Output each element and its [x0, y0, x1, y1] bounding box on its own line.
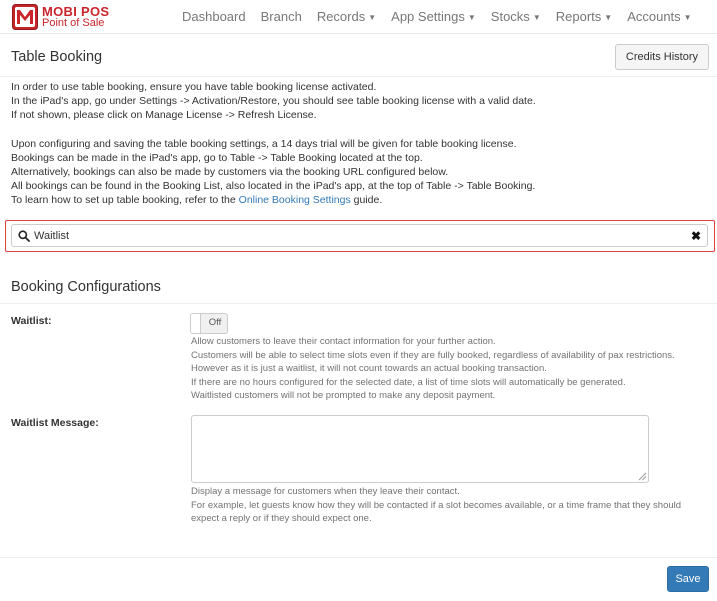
- mobi-pos-logo-icon[interactable]: [12, 4, 38, 30]
- waitlist-message-label: Waitlist Message:: [11, 417, 99, 429]
- divider: [0, 303, 717, 304]
- caret-down-icon: ▼: [368, 13, 377, 22]
- divider: [0, 76, 717, 77]
- toggle-state-label: Off: [208, 317, 222, 328]
- resize-grip-icon[interactable]: [638, 472, 647, 481]
- nav-records[interactable]: Records ▼: [316, 9, 377, 24]
- clear-icon[interactable]: ✖: [690, 229, 701, 243]
- nav-reports[interactable]: Reports ▼: [555, 9, 613, 24]
- search-input[interactable]: [34, 227, 674, 244]
- online-booking-settings-link[interactable]: Online Booking Settings: [238, 194, 351, 207]
- waitlist-message-help: [191, 485, 681, 526]
- search-highlight-frame: [5, 220, 715, 252]
- info-line: All bookings can be found in the Booking List, also located in the iPad's app, at the top of Table -> Table Booking.: [11, 180, 536, 193]
- info-line: Bookings can be made in the iPad's app, go to Table -> Table Booking located at the top.: [11, 151, 423, 164]
- help-line: Customers will be able to select time slots even if they are fully booked, regardless of availability of pax restrictions.: [191, 349, 675, 361]
- info-line: In order to use table booking, ensure you have table booking license activated.: [11, 81, 377, 93]
- info-line: In the iPad's app, go under Settings -> Activation/Restore, you should see table booking license with a valid date.: [11, 95, 536, 108]
- caret-down-icon: ▼: [467, 13, 476, 22]
- nav-accounts[interactable]: Accounts ▼: [627, 9, 692, 24]
- toggle-knob: [191, 314, 201, 333]
- top-navbar: [0, 0, 717, 34]
- waitlist-help: [191, 335, 675, 403]
- search-box: [11, 224, 708, 247]
- page-title: Table Booking: [11, 49, 103, 65]
- info-line: If not shown, please click on Manage License -> Refresh License.: [11, 109, 317, 122]
- help-line: However as it is just a waitlist, it will not count towards an actual booking transaction.: [191, 363, 547, 375]
- waitlist-message-textarea[interactable]: [191, 415, 649, 483]
- save-button[interactable]: Save: [667, 566, 709, 592]
- caret-down-icon: ▼: [532, 13, 541, 22]
- nav-branch[interactable]: Branch: [260, 9, 302, 24]
- section-title: Booking Configurations: [11, 279, 161, 295]
- help-line: If there are no hours configured for the selected date, a list of time slots will automatically be generated.: [191, 376, 626, 388]
- info-line: Alternatively, bookings can also be made by customers via the booking URL configured below.: [11, 166, 449, 179]
- help-line: Waitlisted customers will not be prompted to make any deposit payment.: [191, 390, 496, 402]
- caret-down-icon: ▼: [683, 13, 692, 22]
- waitlist-label: Waitlist:: [11, 315, 52, 327]
- help-line: Display a message for customers when they leave their contact.: [191, 486, 460, 497]
- nav-stocks[interactable]: Stocks ▼: [490, 9, 541, 24]
- nav-dashboard[interactable]: Dashboard: [182, 9, 246, 24]
- help-line: expect a reply or if they should expect one.: [191, 513, 372, 525]
- brand-name[interactable]: MOBI POS: [42, 4, 110, 19]
- caret-down-icon: ▼: [604, 13, 613, 22]
- credits-history-button[interactable]: Credits History: [615, 44, 709, 70]
- info-line: To learn how to set up table booking, refer to the Online Booking Settings guide.: [11, 194, 383, 207]
- waitlist-toggle[interactable]: [190, 313, 228, 334]
- main-nav: [182, 9, 707, 24]
- divider: [0, 557, 717, 558]
- info-text: [11, 80, 711, 208]
- spacer: [11, 123, 711, 137]
- help-line: For example, let guests know how they will be contacted if a slot becomes available, or a time frame that they should: [191, 499, 682, 511]
- brand-tagline: Point of Sale: [42, 17, 105, 29]
- search-icon: [18, 230, 30, 242]
- info-line: Upon configuring and saving the table booking settings, a 14 days trial will be given for table booking license.: [11, 137, 517, 150]
- nav-app-settings[interactable]: App Settings ▼: [391, 9, 476, 24]
- help-line: Allow customers to leave their contact information for your further action.: [191, 336, 496, 347]
